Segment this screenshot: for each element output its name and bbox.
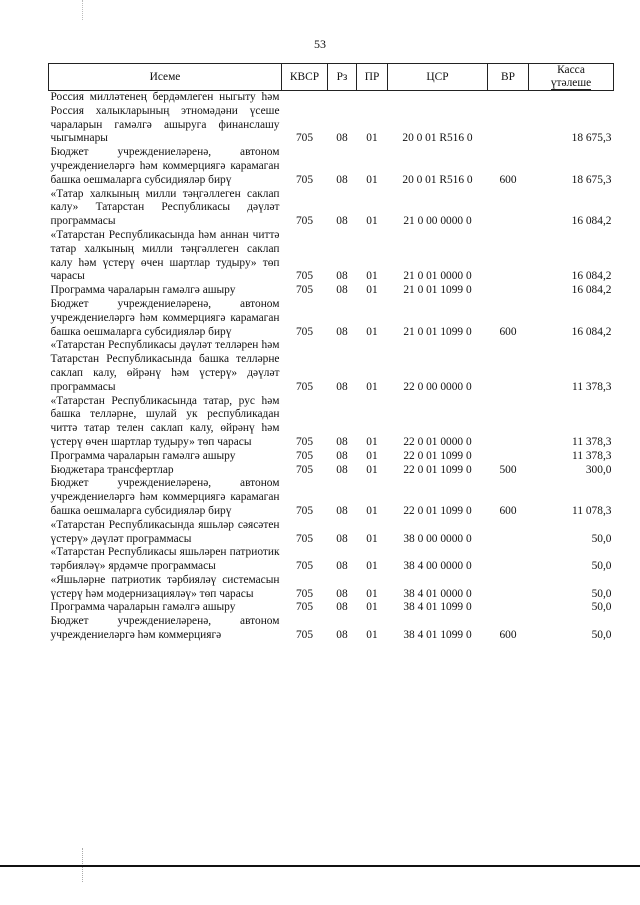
row-pr: 01 (366, 132, 378, 145)
row-rz: 08 (336, 601, 348, 614)
table-row (49, 91, 614, 147)
row-kvsr: 705 (295, 132, 314, 145)
row-amount: 16 084,2 (571, 284, 612, 297)
row-amount: 50,0 (591, 560, 612, 573)
row-csr: 21 0 00 0000 0 (403, 215, 472, 228)
header-pr: ПР (357, 64, 388, 91)
row-kvsr: 705 (295, 463, 314, 476)
row-pr: 01 (366, 532, 378, 545)
row-name: Программа чараларын гамәлгә ашыру (50, 284, 236, 297)
table-row (49, 477, 614, 518)
row-amount: 11 378,3 (572, 380, 612, 393)
row-rz: 08 (336, 215, 348, 228)
row-amount: 18 675,3 (571, 132, 612, 145)
table-row (49, 284, 614, 298)
row-amount: 50,0 (591, 601, 612, 614)
row-pr: 01 (366, 284, 378, 297)
row-kvsr: 705 (295, 532, 314, 545)
row-vr (488, 229, 529, 284)
row-rz: 08 (336, 284, 348, 297)
row-pr: 01 (366, 215, 378, 228)
budget-table (48, 63, 614, 643)
row-csr: 38 4 00 0000 0 (403, 560, 472, 573)
row-csr: 20 0 01 R516 0 (402, 132, 473, 145)
margin-dots-top (82, 0, 84, 20)
row-pr: 01 (366, 504, 378, 517)
row-csr: 21 0 01 1099 0 (403, 284, 472, 297)
row-name: Бюджет учреждениеләренә, автоном учреждениеләргә һәм коммерциягә карамаган башка оешмаларга субсидияләр бирү (50, 297, 280, 338)
row-vr (488, 188, 529, 229)
row-name: «Татарстан Республикасы яшьләрен патриотик тәрбияләү» ярдәмче программасы (50, 546, 280, 573)
row-amount: 16 084,2 (571, 215, 612, 228)
row-amount: 300,0 (585, 463, 612, 476)
row-rz: 08 (336, 449, 348, 462)
page-number: 53 (314, 37, 326, 51)
header-kassa-line1: Касса (557, 64, 585, 76)
row-kvsr: 705 (295, 435, 314, 448)
table-row (49, 298, 614, 339)
row-vr (488, 339, 529, 394)
row-pr: 01 (366, 449, 378, 462)
row-vr: 600 (499, 504, 517, 517)
row-pr: 01 (366, 629, 378, 642)
row-name: Бюджет учреждениеләренә, автоном учреждениеләргә һәм коммерциягә карамаган башка оешмаларга субсидияләр бирү (50, 477, 280, 517)
row-rz: 08 (336, 325, 348, 338)
row-kvsr: 705 (295, 325, 314, 338)
row-csr: 22 0 01 1099 0 (403, 463, 472, 476)
row-amount: 11 078,3 (572, 504, 612, 517)
row-rz: 08 (336, 504, 348, 517)
row-kvsr: 705 (295, 601, 314, 614)
row-csr: 21 0 01 1099 0 (403, 325, 472, 338)
table-row (49, 450, 614, 464)
row-kvsr: 705 (295, 270, 314, 283)
row-amount: 11 378,3 (572, 449, 612, 462)
table-row (49, 146, 614, 187)
row-rz: 08 (336, 560, 348, 573)
row-amount: 11 378,3 (572, 435, 612, 448)
row-rz: 08 (336, 587, 348, 600)
row-name: Бюджет учреждениеләренә, автоном учреждениеләргә һәм коммерциягә (50, 615, 280, 642)
row-csr: 22 0 00 0000 0 (403, 380, 472, 393)
row-vr (488, 91, 529, 147)
header-kvsr: КВСР (282, 64, 328, 91)
row-csr: 38 4 01 1099 0 (403, 629, 472, 642)
row-name: Бюджетара трансфертлар (50, 463, 174, 476)
row-kvsr: 705 (295, 587, 314, 600)
row-rz: 08 (336, 380, 348, 393)
table-header-row (49, 64, 614, 91)
table-row (49, 339, 614, 394)
row-kvsr: 705 (295, 284, 314, 297)
row-name: «Татарстан Республикасында һәм аннан читтә татар халкының милли тәңгәллеген саклап калу һәм үстерү өчен шартлар тудыру» төп чарасы (50, 228, 280, 283)
table-row (49, 519, 614, 547)
header-name: Исеме (49, 64, 282, 91)
table-row (49, 229, 614, 284)
row-vr (488, 519, 529, 547)
row-vr (488, 574, 529, 602)
table-row (49, 574, 614, 602)
row-name: «Яшьләрне патриотик тәрбияләү системасын үстерү һәм модернизацияләү» төп чарасы (50, 573, 280, 600)
row-csr: 22 0 01 1099 0 (403, 504, 472, 517)
table-row (49, 601, 614, 615)
row-pr: 01 (366, 325, 378, 338)
row-pr: 01 (366, 560, 378, 573)
row-vr: 600 (499, 629, 517, 642)
row-vr (488, 601, 529, 615)
scan-edge-line (0, 865, 640, 867)
header-vr: ВР (488, 64, 529, 91)
table-row (49, 615, 614, 643)
row-kvsr: 705 (295, 380, 314, 393)
row-csr: 38 4 01 1099 0 (403, 601, 472, 614)
table-body (49, 91, 614, 643)
header-kassa-line2: үтәлеше (550, 76, 592, 89)
row-kvsr: 705 (295, 629, 314, 642)
row-csr: 20 0 01 R516 0 (402, 173, 473, 186)
row-name: Россия милләтенең бердәмлеген ныгыту һәм Россия халыкларының этномәдәни үсеше чараларын гамәлгә ашыруга финанслашу чыгымнары (50, 91, 280, 145)
row-vr (488, 450, 529, 464)
row-vr (488, 546, 529, 574)
row-rz: 08 (336, 270, 348, 283)
row-pr: 01 (366, 380, 378, 393)
row-vr (488, 284, 529, 298)
row-csr: 21 0 01 0000 0 (403, 270, 472, 283)
row-csr: 38 4 01 0000 0 (403, 587, 472, 600)
row-rz: 08 (336, 132, 348, 145)
row-kvsr: 705 (295, 449, 314, 462)
row-pr: 01 (366, 601, 378, 614)
row-kvsr: 705 (295, 504, 314, 517)
row-name: «Татарстан Республикасы дәүләт телләрен һәм Татарстан Республикасында башка телләрне саклап калу, өйрәнү һәм үстерү» дәүләт программасы (50, 339, 280, 393)
row-vr: 600 (499, 173, 517, 186)
row-name: Бюджет учреждениеләренә, автоном учреждениеләргә һәм коммерциягә карамаган башка оешмаларга субсидияләр бирү (50, 146, 280, 186)
table-row (49, 395, 614, 450)
row-pr: 01 (366, 587, 378, 600)
row-amount: 16 084,2 (571, 270, 612, 283)
row-name: «Татар халкының милли тәңгәллеген саклап калу» Татарстан Республикасы дәүләт программасы (50, 187, 280, 228)
row-rz: 08 (336, 173, 348, 186)
row-vr: 500 (499, 463, 517, 476)
row-pr: 01 (366, 270, 378, 283)
row-rz: 08 (336, 463, 348, 476)
row-amount: 50,0 (591, 587, 612, 600)
row-rz: 08 (336, 532, 348, 545)
row-kvsr: 705 (295, 173, 314, 186)
row-csr: 22 0 01 1099 0 (403, 449, 472, 462)
row-pr: 01 (366, 463, 378, 476)
row-pr: 01 (366, 173, 378, 186)
row-amount: 50,0 (591, 629, 612, 642)
row-kvsr: 705 (295, 215, 314, 228)
row-pr: 01 (366, 435, 378, 448)
header-csr: ЦСР (388, 64, 488, 91)
row-kvsr: 705 (295, 560, 314, 573)
row-amount: 18 675,3 (571, 173, 612, 186)
table-row (49, 188, 614, 229)
row-amount: 16 084,2 (571, 325, 612, 338)
row-rz: 08 (336, 629, 348, 642)
table-row (49, 464, 614, 478)
row-name: «Татарстан Республикасында яшьләр сәясәтен үстерү» дәүләт программасы (50, 518, 280, 545)
header-rz: Рз (328, 64, 357, 91)
row-vr: 600 (499, 325, 517, 338)
row-name: Программа чараларын гамәлгә ашыру (50, 449, 236, 462)
row-amount: 50,0 (591, 532, 612, 545)
table-row (49, 546, 614, 574)
row-csr: 22 0 01 0000 0 (403, 435, 472, 448)
row-rz: 08 (336, 435, 348, 448)
row-csr: 38 0 00 0000 0 (403, 532, 472, 545)
row-name: «Татарстан Республикасында татар, рус һәм башка телләрне, шулай ук республикадан читтә татар телен саклап калу, өйрәнү һәм үстерү өчен шартлар тудыру» төп чарасы (50, 394, 280, 448)
row-vr (488, 395, 529, 450)
row-name: Программа чараларын гамәлгә ашыру (50, 601, 236, 614)
header-kassa (529, 64, 614, 91)
